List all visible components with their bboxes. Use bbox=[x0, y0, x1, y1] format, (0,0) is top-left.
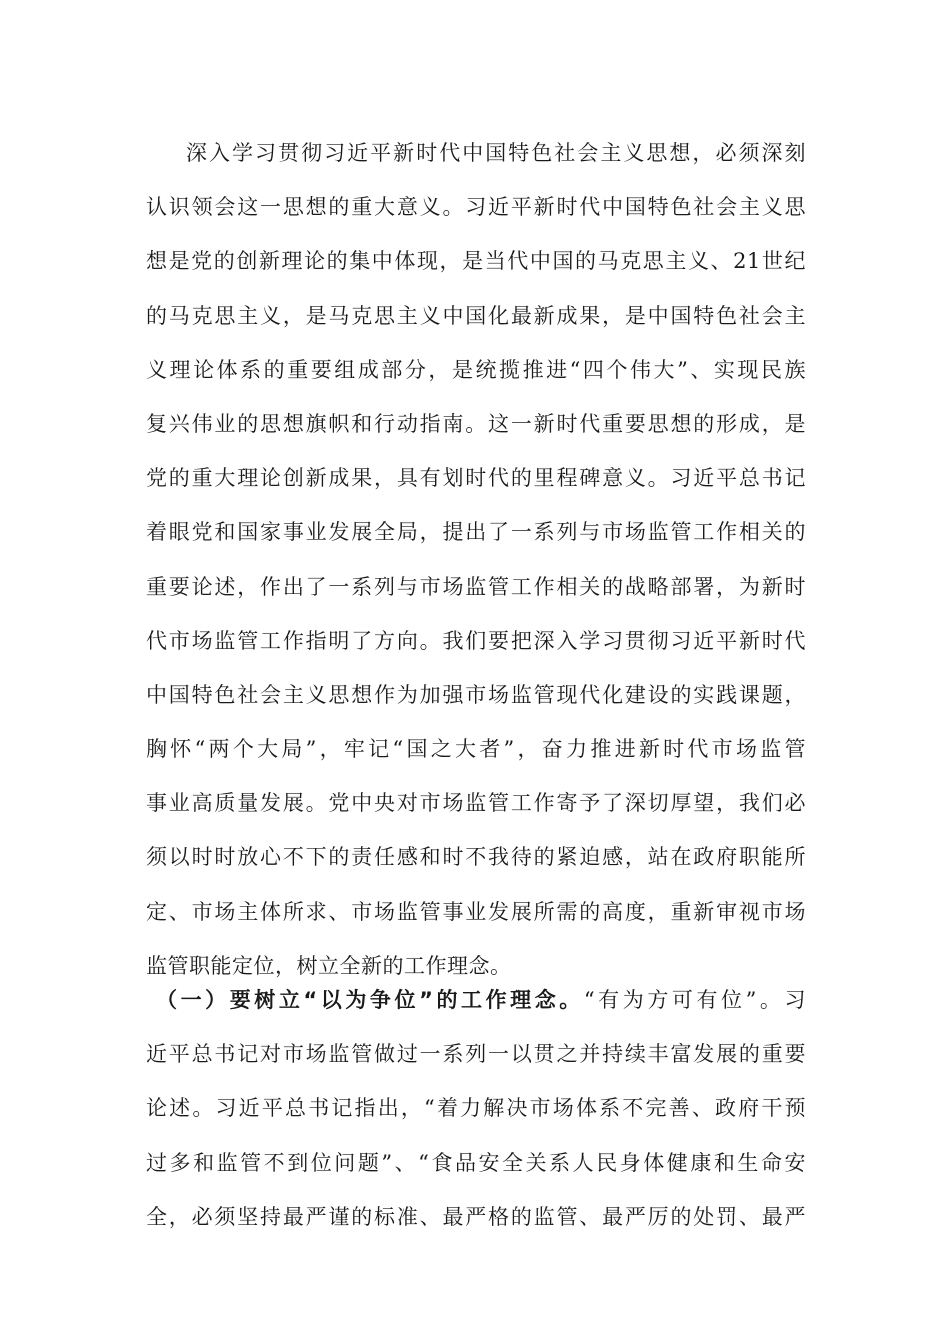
paragraph-line: 义理论体系的重要组成部分，是统揽推进“四个伟大”、实现民族 bbox=[146, 357, 806, 382]
paragraph-line: 胸怀“两个大局”，牢记“国之大者”，奋力推进新时代市场监管 bbox=[146, 737, 806, 762]
paragraph-section-one bbox=[146, 973, 806, 1244]
paragraph-line: 着眼党和国家事业发展全局，提出了一系列与市场监管工作相关的 bbox=[146, 520, 806, 545]
paragraph-line: 须以时时放心不下的责任感和时不我待的紧迫感，站在政府职能所 bbox=[146, 845, 806, 870]
paragraph-line: 代市场监管工作指明了方向。我们要把深入学习贯彻习近平新时代 bbox=[146, 628, 806, 653]
paragraph-line: 定、市场主体所求、市场监管事业发展所需的高度，重新审视市场 bbox=[146, 899, 806, 924]
paragraph-intro bbox=[146, 126, 806, 993]
paragraph-first-line bbox=[146, 973, 806, 1027]
paragraph-line: 重要论述，作出了一系列与市场监管工作相关的战略部署，为新时 bbox=[146, 574, 806, 599]
section-lead-text: “有为方可有位”。习 bbox=[583, 988, 806, 1012]
paragraph-line: 全，必须坚持最严谨的标准、最严格的监管、最严厉的处罚、最严 bbox=[146, 1204, 806, 1229]
paragraph-line: 事业高质量发展。党中央对市场监管工作寄予了深切厚望，我们必 bbox=[146, 791, 806, 816]
paragraph-line: 近平总书记对市场监管做过一系列一以贯之并持续丰富发展的重要 bbox=[146, 1042, 806, 1067]
paragraph-line: 复兴伟业的思想旗帜和行动指南。这一新时代重要思想的形成，是 bbox=[146, 411, 806, 436]
paragraph-line: 过多和监管不到位问题”、“食品安全关系人民身体健康和生命安 bbox=[146, 1150, 806, 1175]
paragraph-line: 深入学习贯彻习近平新时代中国特色社会主义思想，必须深刻 bbox=[186, 141, 806, 165]
paragraph-line: 认识领会这一思想的重大意义。习近平新时代中国特色社会主义思 bbox=[146, 195, 806, 220]
paragraph-line: 党的重大理论创新成果，具有划时代的里程碑意义。习近平总书记 bbox=[146, 466, 806, 491]
paragraph-line: 中国特色社会主义思想作为加强市场监管现代化建设的实践课题， bbox=[146, 682, 806, 707]
paragraph-line: 想是党的创新理论的集中体现，是当代中国的马克思主义、21世纪 bbox=[146, 249, 806, 274]
paragraph-line: 监管职能定位，树立全新的工作理念。 bbox=[146, 953, 512, 978]
section-heading: （一）要树立“以为争位”的工作理念。 bbox=[156, 988, 584, 1012]
paragraph-line: 的马克思主义，是马克思主义中国化最新成果，是中国特色社会主 bbox=[146, 303, 806, 328]
paragraph-line: 论述。习近平总书记指出，“着力解决市场体系不完善、政府干预 bbox=[146, 1096, 806, 1121]
